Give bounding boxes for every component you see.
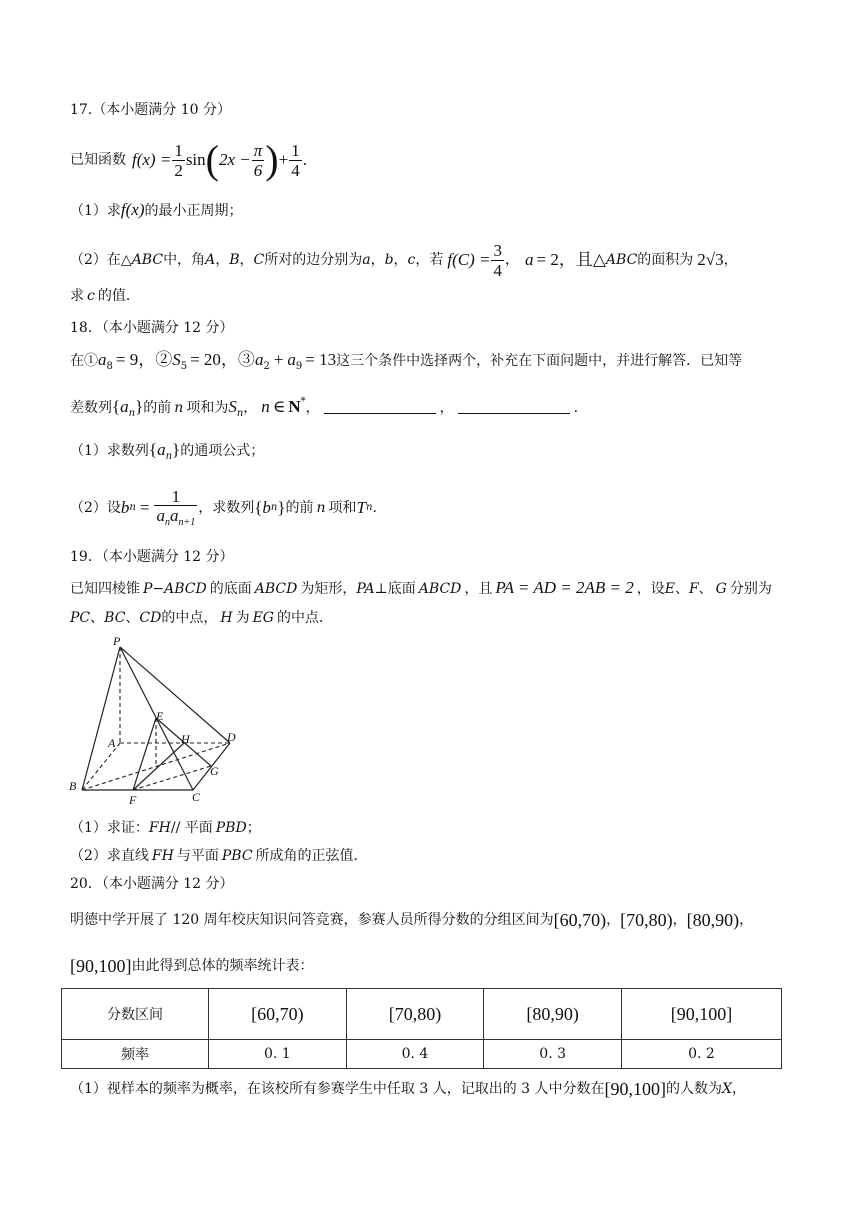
label-h: H [181, 732, 190, 746]
q20-part1: （1）视样本的频率为概率，在该校所有参赛学生中任取 3 人，记取出的 3 人中分数在 [90,100] 的人数为 X ， [70, 1079, 746, 1099]
q17-sin: sin [185, 150, 206, 169]
table-header-cell: 分数区间 [62, 989, 209, 1040]
table-cell: 0. 2 [621, 1040, 781, 1069]
q17-stem [70, 137, 307, 182]
label-a: A [108, 736, 116, 750]
table-header-row [62, 989, 782, 1040]
q18-frac-bn: $\frac{1}{a_na_{n+1}}$ [156, 486, 196, 528]
q17-frac-quarter: $\frac{1}{4}$ [291, 140, 300, 180]
table-header-cell: [90,100] [621, 989, 781, 1040]
q20-line2: [90,100] 由此得到总体的频率统计表： [70, 956, 314, 976]
q17-fx: f(x) = [132, 150, 172, 169]
q18-line2: 差数列$\{a_n\}$的前 n 项和为$S_n$， n ∈ N*， ， . [70, 396, 579, 419]
table-header-cell: [70,80) [346, 989, 484, 1040]
label-c: C [192, 790, 201, 804]
frequency-table [61, 988, 782, 1069]
q18-blank-2 [458, 399, 570, 414]
q19-part1: （1）求证：FH// 平面 PBD； [70, 820, 261, 836]
table-cell: 0. 4 [346, 1040, 484, 1069]
label-f: F [129, 793, 137, 807]
q17-frac-pi6: $\frac{\pi}{6}$ [253, 140, 263, 180]
q20-header: 20．（本小题满分 12 分） [70, 876, 234, 892]
q17-arg: 2x − [218, 150, 251, 169]
q17-frac-34: $\frac{3}{4}$ [493, 240, 502, 280]
q17-period: . [302, 150, 307, 169]
label-d: D [227, 730, 236, 744]
edge-pd [120, 647, 230, 743]
label-e: E [156, 709, 164, 723]
q17-plus: + [278, 150, 289, 169]
q17-stem-lead: 已知函数 [70, 152, 126, 168]
label-b: B [69, 779, 77, 793]
pyramid-figure [64, 632, 244, 812]
q18-header: 18．（本小题满分 12 分） [70, 320, 234, 336]
q17-part2: （2）在△ ABC 中，角 A ， B ， C 所对的边分别为 a ， b ， c ，若 f(C) = $\frac{3}{4}$ ， a = 2，且△ ABC 的面积为 2 √3 ， [70, 240, 738, 280]
q19-header: 19．（本小题满分 12 分） [70, 549, 234, 565]
q19-line2: PC、BC、CD的中点， H 为 EG 的中点． [70, 610, 333, 626]
q18-blank-1 [324, 399, 436, 414]
label-g: G [210, 764, 219, 778]
q19-part2: （2）求直线 FH 与平面 PBC 所成角的正弦值． [70, 848, 368, 864]
q17-frac-half: $\frac{1}{2}$ [174, 140, 183, 180]
edge-pb [82, 647, 120, 790]
q19-line1: 已知四棱锥 P−ABCD 的底面 ABCD 为矩形，PA⊥底面 ABCD ，且 PA = AD = 2AB = 2 ，设E、F、 G 分别为 [70, 578, 772, 597]
table-header-cell: [80,90) [484, 989, 622, 1040]
q17-paren-left: ( [205, 137, 219, 182]
q18-part2: （2）设 b n = $\frac{1}{a_na_{n+1}}$ ，求数列 { b n } 的前 n 项和 T n ． [70, 486, 387, 528]
table-row [62, 1040, 782, 1069]
q17-part1: （1）求f(x)的最小正周期； [70, 200, 243, 219]
q17-paren-right: ) [265, 137, 279, 182]
label-p: P [113, 634, 121, 648]
table-row-label: 频率 [62, 1040, 209, 1069]
q17-part2-cont: 求 c 的值． [70, 288, 140, 304]
table-cell: 0. 3 [484, 1040, 622, 1069]
q20-line1: 明德中学开展了 120 周年校庆知识问答竞赛，参赛人员所得分数的分组区间为 [60,70) ， [70,80) ， [80,90) ， [70, 910, 754, 930]
q17-header: 17.（本小题满分 10 分） [70, 102, 231, 118]
q18-part1: （1）求数列$\{a_n\}$的通项公式； [70, 440, 265, 462]
table-cell: 0. 1 [209, 1040, 347, 1069]
q18-line1: 在$①a_8 = 9$，$②S_5 = 20$，$③a_2 + a_9 = 13$这三个条件中选择两个，补充在下面问题中，并进行解答．已知等 [70, 350, 743, 372]
table-header-cell: [60,70) [209, 989, 347, 1040]
